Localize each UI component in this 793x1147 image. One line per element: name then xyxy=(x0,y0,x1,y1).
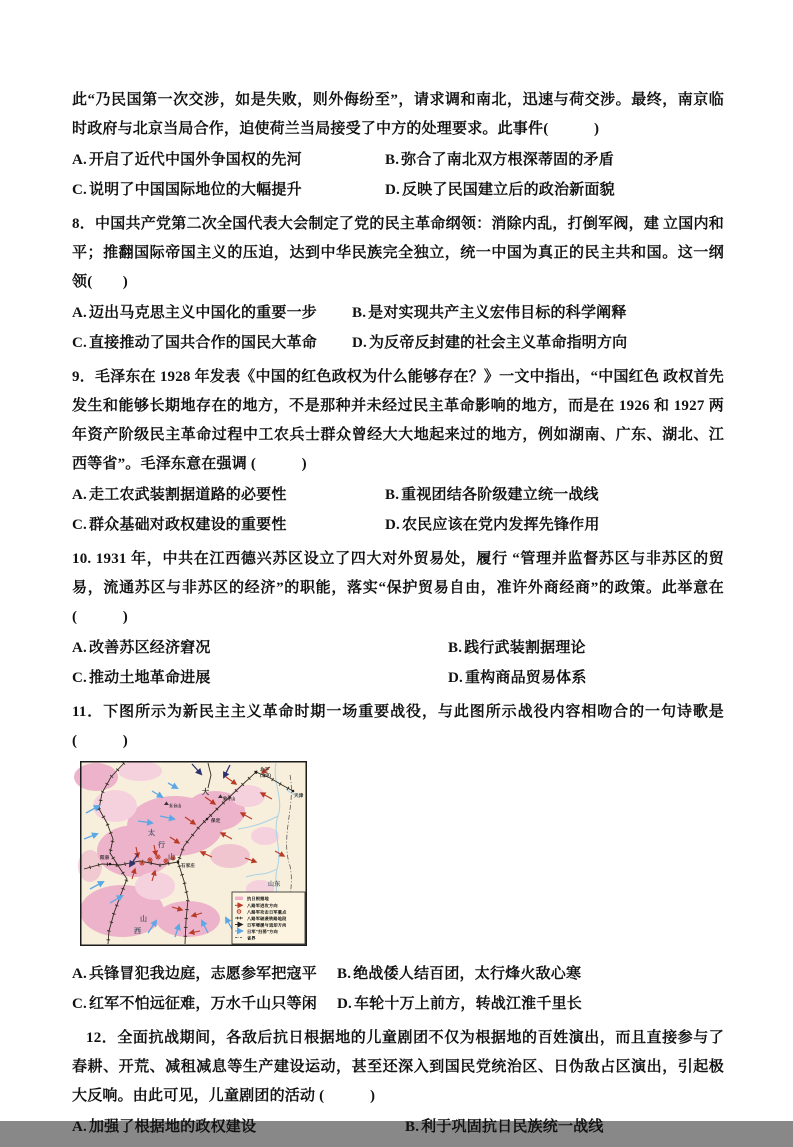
option-row xyxy=(72,299,724,328)
option-text: 红军不怕远征难，万水千山只等闲 xyxy=(88,996,317,1012)
option-a xyxy=(72,634,448,663)
option-b xyxy=(448,634,586,663)
option-b xyxy=(405,1113,604,1142)
option-label: C. xyxy=(72,182,87,198)
option-label: B. xyxy=(385,487,400,503)
option-a xyxy=(72,1113,405,1142)
exam-content xyxy=(72,86,724,1147)
option-label: C. xyxy=(72,335,87,351)
question-12 xyxy=(72,1024,724,1142)
option-label: B. xyxy=(352,305,367,321)
option-text: 迈出马克思主义中国化的重要一步 xyxy=(88,305,317,321)
legend-label: 八路军进攻方向 xyxy=(247,903,278,908)
option-label: B. xyxy=(448,640,463,656)
option-text: 直接推动了国共合作的国民大革命 xyxy=(88,335,317,351)
question-9 xyxy=(72,363,724,540)
option-c xyxy=(72,511,385,540)
label-shanxi-shan: 山 xyxy=(140,916,148,923)
label-langyashan: 狼牙山 xyxy=(223,796,236,801)
question-stem: 12．全面抗战期间，各敌后抗日根据地的儿童剧团不仅为根据地的百姓演出，而且直接参与了春耕、开荒、减租减息等生产建设运动，甚至还深入到国民党统治区、日伪敌占区演出，引起极大反响。由此可见，儿童剧团的活动 ( ) xyxy=(72,1030,724,1104)
option-c xyxy=(72,329,352,358)
option-label: C. xyxy=(72,670,87,686)
legend-label: 日军“扫荡”方向 xyxy=(247,929,278,934)
option-row xyxy=(72,329,724,358)
option-label: A. xyxy=(72,152,87,168)
option-a xyxy=(72,146,385,175)
option-a xyxy=(72,481,385,510)
option-b xyxy=(385,481,599,510)
option-row xyxy=(72,146,724,175)
label-taihang-tai: 太 xyxy=(148,830,156,837)
label-baoding: 保定 xyxy=(211,818,221,823)
option-text: 群众基础对政权建设的重要性 xyxy=(88,517,287,533)
option-label: D. xyxy=(385,182,400,198)
question-stem: 8．中国共产党第二次全国代表大会制定了党的民主革命纲领：消除内乱，打倒军阀，建 立国内和平；推翻国际帝国主义的压迫，达到中华民族完全独立，统一中国为真正的民主共和国。这一纲领( ) xyxy=(72,216,724,290)
option-a xyxy=(72,299,352,328)
label-beiping: 北平 xyxy=(260,767,270,772)
option-text: 改善苏区经济窘况 xyxy=(88,640,211,656)
question-stem: 10. 1931 年，中共在江西德兴苏区设立了四大对外贸易处，履行 “管理并监督苏区与非苏区的贸易，流通苏区与非苏区的经济”的职能，落实“保护贸易自由，准许外商经商”的政策。此举意在( ) xyxy=(72,551,724,625)
option-d xyxy=(385,176,615,205)
question-7 xyxy=(72,86,724,205)
option-d xyxy=(352,329,627,358)
option-label: D. xyxy=(337,996,352,1012)
option-row xyxy=(72,481,724,510)
legend-label: 八路军破袭铁路地段 xyxy=(247,916,287,921)
legend-label: 八路军攻击日军重点 xyxy=(247,909,287,915)
legend-label: 日军增援与退却方向 xyxy=(247,922,287,928)
option-b xyxy=(352,299,627,328)
option-label: B. xyxy=(385,152,400,168)
label-tianjin: 天津 xyxy=(294,793,304,798)
question-stem: 此“乃民国第一次交涉，如是失败，则外侮纷至”，请求调和南北，迅速与荷交涉。最终，南京临时政府与北京当局合作，迫使荷兰当局接受了中方的处理要求。此事件( ) xyxy=(72,92,724,137)
option-c xyxy=(72,176,385,205)
battle-map-figure xyxy=(80,761,724,946)
option-text: 绝战倭人结百团，太行烽火敌心寒 xyxy=(353,966,582,982)
option-text: 说明了中国国际地位的大幅提升 xyxy=(88,182,302,198)
option-text: 兵锋冒犯我边庭，志愿参军把寇平 xyxy=(88,966,317,982)
legend-symbol-red-circle-dot xyxy=(239,911,240,912)
option-label: D. xyxy=(448,670,463,686)
option-row xyxy=(72,960,724,989)
option-text: 推动土地革命进展 xyxy=(88,670,211,686)
option-b xyxy=(337,960,581,989)
option-d xyxy=(448,664,587,693)
question-11 xyxy=(72,698,724,1019)
battle-map xyxy=(80,761,307,946)
option-label: D. xyxy=(385,517,400,533)
label-taihang-hang: 行 xyxy=(158,842,166,849)
option-label: A. xyxy=(72,305,87,321)
label-shandong: 山东 xyxy=(268,882,281,888)
option-row xyxy=(72,634,724,663)
option-row xyxy=(72,1113,724,1142)
option-text: 利于巩固抗日民族统一战线 xyxy=(421,1119,604,1135)
option-text: 车轮十万上前方，转战江淮千里长 xyxy=(353,996,582,1012)
option-label: D. xyxy=(352,335,367,351)
option-text: 反映了民国建立后的政治新面貌 xyxy=(401,182,615,198)
label-taihang-shan: 山 xyxy=(168,854,176,861)
legend-swatch-base-area xyxy=(235,897,243,901)
option-label: A. xyxy=(72,640,87,656)
map-legend xyxy=(232,892,305,944)
option-label: C. xyxy=(72,517,87,533)
option-label: B. xyxy=(405,1119,420,1135)
legend-label: 抗日根据地 xyxy=(247,896,269,901)
option-label: C. xyxy=(72,996,87,1012)
option-d xyxy=(337,990,582,1019)
option-row xyxy=(72,990,724,1019)
option-c xyxy=(72,990,337,1019)
option-text: 为反帝反封建的社会主义革命指明方向 xyxy=(368,335,628,351)
label-beijing: (北京) xyxy=(260,772,272,778)
label-shanxi-xi: 西 xyxy=(134,928,142,935)
option-text: 开启了近代中国外争国权的先河 xyxy=(88,152,302,168)
label-wutaishan: 五台山 xyxy=(169,803,182,808)
question-10 xyxy=(72,545,724,693)
question-8 xyxy=(72,210,724,358)
option-label: B. xyxy=(337,966,352,982)
legend-label: 省界 xyxy=(247,935,256,941)
label-yangquan: 阳泉 xyxy=(100,855,110,860)
option-text: 农民应该在党内发挥先锋作用 xyxy=(401,517,600,533)
option-text: 弥合了南北双方根深蒂固的矛盾 xyxy=(401,152,614,168)
option-row xyxy=(72,176,724,205)
option-c xyxy=(72,664,448,693)
option-text: 是对实现共产主义宏伟目标的科学阐释 xyxy=(368,305,627,321)
option-text: 重视团结各阶级建立统一战线 xyxy=(401,487,599,503)
option-label: A. xyxy=(72,1119,87,1135)
option-a xyxy=(72,960,337,989)
option-d xyxy=(385,511,600,540)
label-shijiazhuang: 石家庄 xyxy=(181,863,196,868)
option-label: A. xyxy=(72,966,87,982)
question-stem: 9．毛泽东在 1928 年发表《中国的红色政权为什么能够存在？》一文中指出，“中国红色 政权首先发生和能够长期地存在的地方，不是那种并未经过民主革命影响的地方，而是在 1926 和 1927 两年资产阶级民主革命过程中工农兵士群众曾经大大地起来过的地方，例如湖南、广东、湖北、江西等省”。毛泽东意在强调 ( ) xyxy=(72,369,724,472)
label-da: 大 xyxy=(202,789,210,796)
option-text: 重构商品贸易体系 xyxy=(464,670,587,686)
option-text: 走工农武装割据道路的必要性 xyxy=(88,487,287,503)
option-row xyxy=(72,511,724,540)
option-b xyxy=(385,146,614,175)
question-stem: 11．下图所示为新民主主义革命时期一场重要战役，与此图所示战役内容相吻合的一句诗歌是( ) xyxy=(72,704,724,749)
option-row xyxy=(72,664,724,693)
option-text: 加强了根据地的政权建设 xyxy=(88,1119,257,1135)
option-text: 践行武装割据理论 xyxy=(464,640,586,656)
option-label: A. xyxy=(72,487,87,503)
